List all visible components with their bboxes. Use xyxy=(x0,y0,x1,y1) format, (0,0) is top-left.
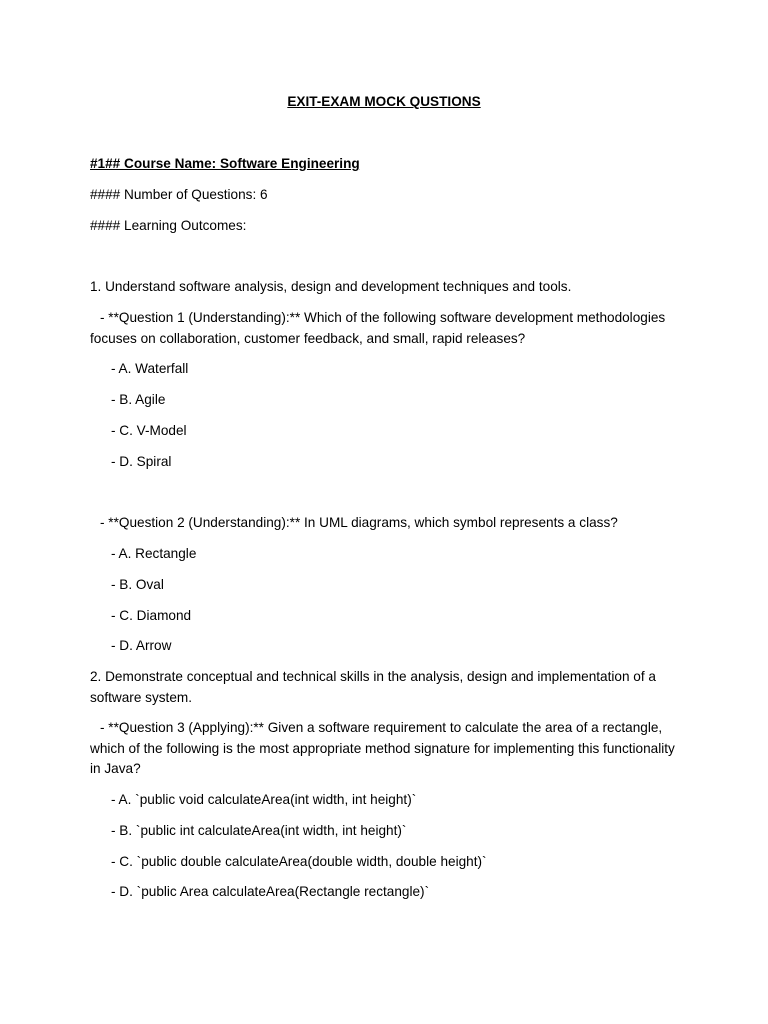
question-2-option-d: - D. Arrow xyxy=(111,638,172,653)
learning-outcome-1: 1. Understand software analysis, design and development techniques and tools. xyxy=(90,279,572,294)
course-heading: #1## Course Name: Software Engineering xyxy=(90,156,360,171)
question-1-option-d: - D. Spiral xyxy=(111,454,172,469)
question-3-option-c: - C. `public double calculateArea(double width, double height)` xyxy=(111,854,487,869)
question-3-option-d: - D. `public Area calculateArea(Rectangle rectangle)` xyxy=(111,884,430,899)
question-1-option-b: - B. Agile xyxy=(111,392,166,407)
question-2-text: - **Question 2 (Understanding):** In UML diagrams, which symbol represents a class? xyxy=(100,515,618,530)
question-2-option-c: - C. Diamond xyxy=(111,608,192,623)
question-3-option-a: - A. `public void calculateArea(int width, int height)` xyxy=(111,792,417,807)
learning-outcomes-heading: #### Learning Outcomes: xyxy=(90,218,247,233)
question-3-option-b: - B. `public int calculateArea(int width, int height)` xyxy=(111,823,407,838)
question-3-text: - **Question 3 (Applying):** Given a software requirement to calculate the area of a rectangle, which of the following is the most appropriate method signature for implementing this functionality in Java? xyxy=(90,720,675,776)
question-1-text: - **Question 1 (Understanding):** Which of the following software development methodologies focuses on collaboration, customer feedback, and small, rapid releases? xyxy=(90,310,666,346)
question-1-option-c: - C. V-Model xyxy=(111,423,187,438)
number-of-questions: #### Number of Questions: 6 xyxy=(90,187,268,202)
question-1-option-a: - A. Waterfall xyxy=(111,361,189,376)
learning-outcome-2: 2. Demonstrate conceptual and technical skills in the analysis, design and implementation of a software system. xyxy=(90,669,656,705)
question-2-option-a: - A. Rectangle xyxy=(111,546,197,561)
page-title: EXIT-EXAM MOCK QUSTIONS xyxy=(287,94,481,109)
question-2-option-b: - B. Oval xyxy=(111,577,164,592)
